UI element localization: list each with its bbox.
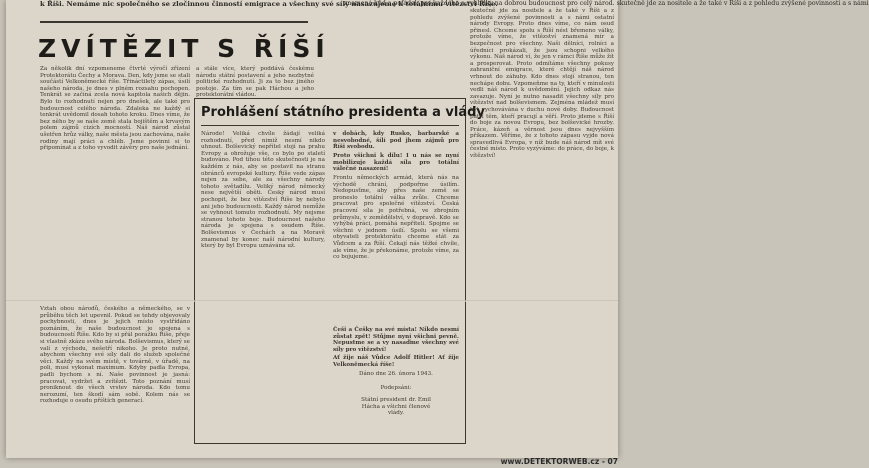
top-text-left: k Říši. Nemáme nic společného se zločinnou činností emigrace a všechny své síly nasazujeme k totálnímu vítězství Říše.	[40, 0, 498, 8]
col1-top-text: Za několik dní vzpomeneme čtvrté výročí zřízení Protektorátu Čechy a Morava. Den, kdy jsme se stali součástí Velkoněmecké říše. Třináctiletý zápas, úsilí našeho národa, je dnes v plném rozsahu pochopen. Tenkrát se začíná zcela nová kapitola našich dějin. Bylo to rozhodnutí nejen pro dnešek, ale také pro budoucnost celého národa. Zdaleka ne každý si tenkrát uvědomil dosah tohoto kroku. Dnes víme, že bez něho by se naše země stala bojištěm a krvavým polem zájmů cizích mocností. Náš národ zůstal ušetřen hrůz války, naše města jsou zachována, naše rodiny mají práci a chléb. Jsme povinni si to připomínat a z toho vyvodit závěry pro naše jednání.	[40, 66, 190, 152]
proclamation-left-text: Národe! Veliká chvíle žádají veliká rozhodnutí, před nimiž nesmí nikdo uhnout. Bolševický nepřítel stojí na prahu Evropy a ohrožuje vše, co bylo po staletí budováno. Pod tíhou této skutečnosti je na každém z nás, aby se postavil na stranu obránců evropské kultury. Říše vede zápas nejen za sebe, ale za všechny národy tohoto světadílu. Veliký národ německý nese největší oběti. Český národ musí pochopit, že bez vítězství Říše by nebylo ani jeho budoucnosti. Každý národ nemůže se vyhnout tomuto rozhodnutí. My nejsme stranou tohoto boje. Budoucnost našeho národa je spojena s osudem Říše. Bolševismus v Čechách a na Moravě znamenal by konec naší národní kultury, který by byl Evropu uznávána už.	[201, 131, 325, 250]
proclamation-date: Dáno dne 26. února 1943.	[359, 371, 433, 377]
headline: ZVÍTĚZIT S ŘÍŠÍ	[38, 34, 330, 63]
col1-bottom-text: Vztah obou národů, českého a německého, se v průběhu těch let upevnil. Pokud se tehdy objevovaly pochybnosti, dnes je jejich místo vystřídáno poznáním, že naše budoucnost je spojena s budoucností Říše. Kdo by si přál porážku Říše, přeje si vlastně zkázu svého národa. Bolševismus, který se valí z východu, nešetří nikoho. Je proto nutné, abychom všechny své síly dali do služeb společné věci. Každý na svém místě, v továrně, v úřadě, na poli, musí vykonat maximum. Kdyby padla Evropa, padli bychom s ní. Naše povinnost je jasná: pracovat, vydržet a zvítězit. Toto poznání musí proniknout do všech vrstev národa. Kdo tomu nerozumí, ten škodí sám sobě. Kolem nás se rozhoduje o osudu příštích generací.	[40, 306, 190, 405]
top-text-right: znamená kůd a pofádek pro každého a vyhlídky na dobrou budoucnost pro celý národ. skutečně jde za nositele a že také v Říši a z pohledu zvýšené povinnosti a s námi	[344, 0, 869, 7]
header-rule	[40, 21, 308, 23]
proclamation-box	[194, 98, 485, 444]
proclamation-right-body: Frontu německých armád, která nás na východě chrání, podpořme úsilím. Nedopusťme, aby přes naše země se proneslo totální válka zvůle. Chceme pracovat pro společné vítězství. Česká pracovní síla je potřebná, ve zbrojním průmyslu, v zemědělství, v dopravě. Kdo se vyhýbá práci, pomáhá nepříteli. Spojme se všichni v jednom úsilí. Spolu se všemi obyvateli protektorátu chceme stát za Vůdcem a za Říší. Čekají nás těžké chvíle, ale víme, že je překonáme, protože víme, za co bojujeme.	[333, 175, 459, 261]
proclamation-signature-label: Podepsáni:	[380, 385, 412, 391]
col2-top-text: a stále více, který poddává českému národu státní postavení a jeho nezbytné politické rozhodnutí. Ji za to bez jiného postoje. Za tím se pak Háchou a jeho protektorátní vládou.	[196, 66, 314, 99]
proclamation-title-rule	[201, 125, 459, 126]
proclamation-right-lead: v dobách, kdy Rusko, barbarské a nesvobodné, šílí pod jhem zájmů pro Říši svobodu.	[333, 131, 459, 151]
paper-fold-line	[6, 300, 618, 302]
proclamation-signatories: Státní president dr. Emil Hácha a všichni členové vlády.	[361, 397, 431, 417]
proclamation-title: Prohlášení státního presidenta a vlády	[201, 105, 485, 120]
proclamation-right-bold3: Ať žije náš Vůdce Adolf Hitler! Ať žije Velkoněmecká říše!	[333, 355, 459, 368]
newspaper-page	[6, 0, 869, 458]
proclamation-right-bold2: Češi a Češky na své místa! Nikdo nesmí zůstat zpět! Stůjme nyní všichni pevně. Nepustme se a vy nasaďme všechny své síly pro vítězství!	[333, 327, 459, 353]
proclamation-right-bold: Proto všichni k dílu! I u nás se nyní mobilizuje každá síla pro totální válečné nasazení!	[333, 153, 459, 173]
col4-text: skutečně jde za nositele a že také v Říši a z pohledu zvýšené povinnosti a s námi ostatní národy Evropy. Proto dnes víme, co nám osud přinesl. Chceme spolu s Říší nést břemeno války, protože víme, že vítězství znamená mír a bezpečnost pro všechny. Naši dělníci, rolníci a úředníci prokázali, že jsou schopni velkého výkonu. Náš národ ví, že jen v rámci Říše může žít a prosperovat. Proto odmítáme všechny pokusy zahraniční emigrace, které chtějí náš národ vrhnout do záhuby. Kdo dnes stojí stranou, ten nechápe dobu. Vzpomeňme na ty, kteří v minulosti vedli náš národ k uvědomění. Jejich odkaz nás zavazuje. Nyní je nutno nasadit všechny síly pro vítězství nad bolševismem. Zejména mládež musí být vychovávána v duchu nové doby. Budoucnost patří těm, kteří pracují a věří. Proto jdeme s Říší do boje za novou Evropu, bez bolševické hrozby. Práce, kázeň a věrnost jsou dnes nejvyšším příkazem. Věříme, že z tohoto zápasu vyjde nová spravedlivá Evropa, v níž bude náš národ mít své čestné místo. Proto vyzýváme: do práce, do boje, k vítězství!	[470, 8, 614, 160]
watermark: www.DETEKTORWEB.cz - 07	[500, 457, 618, 466]
